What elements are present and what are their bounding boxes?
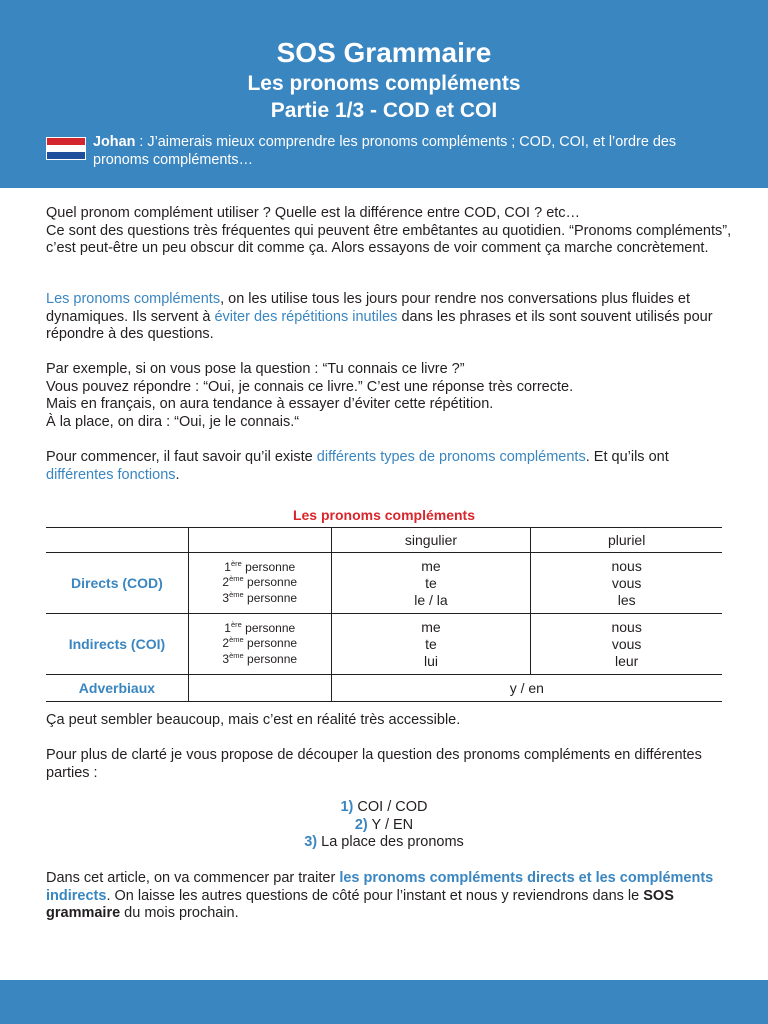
netherlands-flag-icon xyxy=(46,137,86,160)
p4-text-2: . Et qu’ils ont xyxy=(585,449,669,465)
p7-text-2: . On laisse les autres questions de côté pour l’instant et nous y reviendrons dans le xyxy=(106,887,644,904)
page-part-title: Partie 1/3 - COD et COI xyxy=(270,99,498,122)
question-author: Johan xyxy=(93,134,136,150)
adverbial-empty-cell xyxy=(188,675,331,702)
row-label-direct: Directs (COD) xyxy=(46,553,188,614)
page-subtitle: Les pronoms compléments xyxy=(247,72,521,95)
table-row-indirect xyxy=(46,614,722,675)
question-text: : J’aimerais mieux comprendre les pronoms compléments ; COD, COI, et l’ordre des pronoms compléments… xyxy=(93,134,677,168)
adverbial-value: y / en xyxy=(331,675,722,702)
table-row-direct xyxy=(46,553,722,614)
link-differentes-fonctions[interactable]: différentes fonctions xyxy=(46,466,176,483)
intro-line-1: Quel pronom complément utiliser ? Quelle est la différence entre COD, COI ? etc… xyxy=(46,205,581,221)
table-header-row xyxy=(46,528,722,553)
p7-text-3: du mois prochain. xyxy=(120,905,239,922)
flag-stripe-blue xyxy=(47,152,85,159)
flag-stripe-red xyxy=(47,138,85,145)
p4-text-3: . xyxy=(175,466,180,483)
header-plural: pluriel xyxy=(531,528,722,553)
list-item: 3) La place des pronoms xyxy=(304,834,464,851)
link-differents-types[interactable]: différents types de pronoms compléments xyxy=(316,449,586,465)
header-empty-cell xyxy=(46,528,188,553)
intro-paragraph-4 xyxy=(46,449,736,484)
intro-paragraph-3 xyxy=(46,361,736,431)
flag-stripe-white xyxy=(47,145,85,152)
intro-paragraph-1 xyxy=(46,205,736,258)
header-singular: singulier xyxy=(331,528,531,553)
link-cod-coi[interactable]: les pronoms compléments directs et les compléments indirects xyxy=(46,870,714,904)
header-banner xyxy=(0,0,768,188)
row-label-indirect: Indirects (COI) xyxy=(46,614,188,675)
list-item: 2) Y / EN xyxy=(354,816,414,833)
page-title: SOS Grammaire xyxy=(276,37,492,68)
table-row-adverbial xyxy=(46,675,722,702)
header-empty-cell xyxy=(188,528,331,553)
indirect-plural-cell: nous vous leur xyxy=(531,614,722,675)
p2-text-1: , on les utilise tous les jours pour rendre nos conversations plus fluides et dynamiques. Ils servent à xyxy=(46,291,690,325)
p3-line-4: À la place, on dira : “Oui, je le connais.“ xyxy=(46,413,300,430)
p3-line-2: Vous pouvez répondre : “Oui, je connais ce livre.” C’est une réponse très correcte. xyxy=(46,378,574,395)
persons-cell: 1ère personne 2ème personne 3ème personne xyxy=(188,614,331,675)
paragraph-parts-intro: Pour plus de clarté je vous propose de découper la question des pronoms compléments en différentes parties : xyxy=(46,747,702,781)
intro-paragraph-2 xyxy=(46,291,736,344)
paragraph-conclusion xyxy=(46,870,736,923)
pronouns-table xyxy=(46,527,722,702)
paragraph-accessible: Ça peut sembler beaucoup, mais c’est en réalité très accessible. xyxy=(46,712,461,728)
p3-line-3: Mais en français, on aura tendance à essayer d’éviter cette répétition. xyxy=(46,396,494,413)
p7-text-1: Dans cet article, on va commencer par traiter xyxy=(46,870,340,886)
link-pronoms-complements[interactable]: Les pronoms compléments xyxy=(46,291,221,307)
intro-rest: Ce sont des questions très fréquentes qui peuvent être embêtantes au quotidien. “Pronoms compléments”, c’est peut-être un peu obscur dit comme ça. Alors essayons de voir comment ça marche concrètement. xyxy=(46,222,732,257)
direct-plural-cell: nous vous les xyxy=(531,553,722,614)
parts-list xyxy=(0,799,768,852)
indirect-singular-cell: me te lui xyxy=(331,614,531,675)
link-eviter-repetitions[interactable]: éviter des répétitions inutiles xyxy=(214,308,398,325)
direct-singular-cell: me te le / la xyxy=(331,553,531,614)
reader-question xyxy=(93,133,733,169)
p2-text-2: dans les phrases et ils sont souvent utilisés pour répondre à des questions. xyxy=(46,308,713,343)
row-label-adverbial: Adverbiaux xyxy=(46,675,188,702)
sos-grammaire-bold: SOS grammaire xyxy=(46,887,674,922)
footer-bar xyxy=(0,980,768,1024)
persons-cell: 1ère personne 2ème personne 3ème personne xyxy=(188,553,331,614)
p4-text-1: Pour commencer, il faut savoir qu’il existe xyxy=(46,449,317,465)
p3-line-1: Par exemple, si on vous pose la question : “Tu connais ce livre ?” xyxy=(46,361,465,377)
list-item: 1) COI / COD xyxy=(340,799,428,815)
table-caption: Les pronoms compléments xyxy=(292,507,476,523)
